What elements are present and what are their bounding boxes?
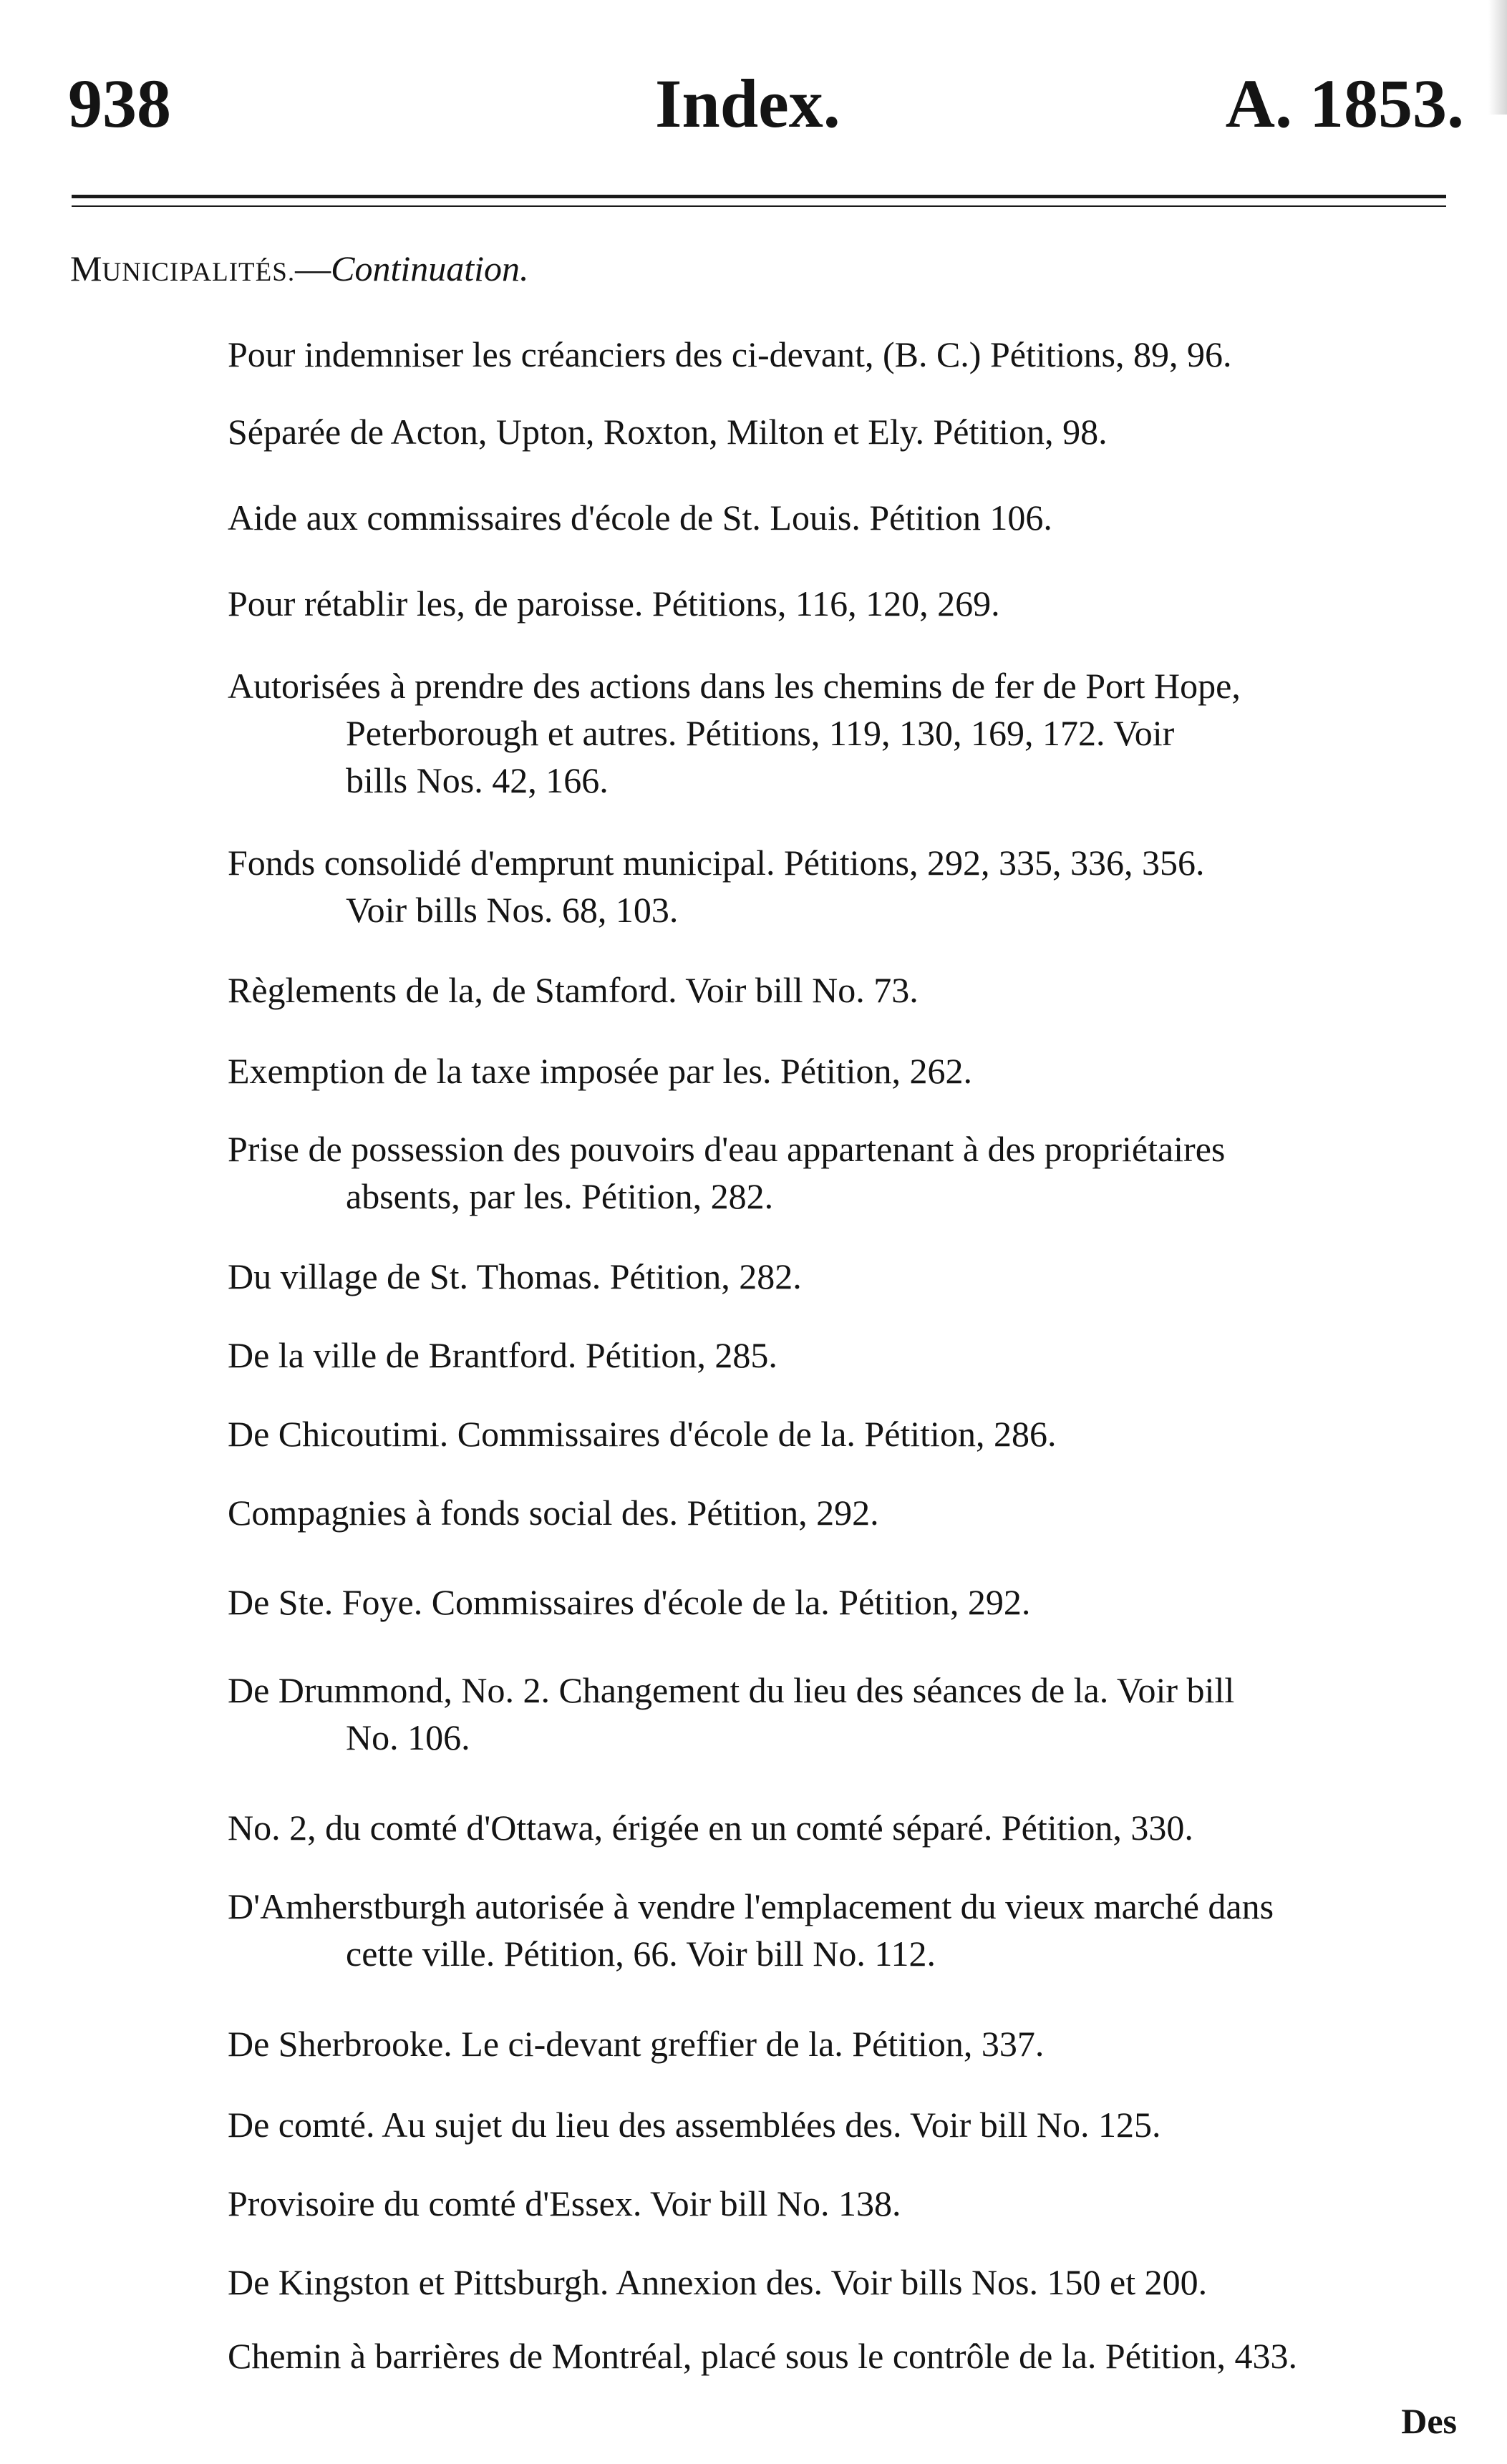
index-entry xyxy=(228,1804,1459,1851)
index-entry xyxy=(228,1667,1459,1761)
entry-line: Du village de St. Thomas. Pétition, 282. xyxy=(228,1256,802,1296)
index-entry xyxy=(228,2101,1459,2148)
entry-line: De Sherbrooke. Le ci-devant greffier de la. Pétition, 337. xyxy=(228,2024,1045,2064)
index-entry xyxy=(228,1410,1459,1457)
index-entry xyxy=(228,1578,1459,1626)
entry-line: De comté. Au sujet du lieu des assemblées des. Voir bill No. 125. xyxy=(228,2105,1161,2145)
entry-line: De Chicoutimi. Commissaires d'école de la. Pétition, 286. xyxy=(228,1414,1057,1454)
entry-line: Règlements de la, de Stamford. Voir bill No. 73. xyxy=(228,970,919,1010)
entry-line: Séparée de Acton, Upton, Roxton, Milton et Ely. Pétition, 98. xyxy=(228,412,1108,452)
section-heading xyxy=(70,247,529,294)
entry-line: Pour indemniser les créanciers des ci-devant, (B. C.) Pétitions, 89, 96. xyxy=(228,334,1232,374)
section-dash: — xyxy=(295,248,331,288)
catchword: Des xyxy=(1401,2401,1457,2441)
entry-line: Autorisées à prendre des actions dans les chemins de fer de Port Hope, xyxy=(228,666,1241,706)
section-name: UNICIPALITÉS. xyxy=(102,258,296,287)
entry-line: De Ste. Foye. Commissaires d'école de la. Pétition, 292. xyxy=(228,1582,1031,1622)
page-number: 938 xyxy=(68,65,171,142)
entry-line: Provisoire du comté d'Essex. Voir bill No. 138. xyxy=(228,2183,901,2223)
entry-line: De Kingston et Pittsburgh. Annexion des. Voir bills Nos. 150 et 200. xyxy=(228,2262,1208,2302)
index-entry xyxy=(228,331,1459,378)
index-entry xyxy=(228,2332,1459,2380)
entry-line: Exemption de la taxe imposée par les. Pétition, 262. xyxy=(228,1051,973,1091)
year-label: A. 1853. xyxy=(1225,65,1464,142)
entry-line: Chemin à barrières de Montréal, placé sous le contrôle de la. Pétition, 433. xyxy=(228,2336,1297,2376)
index-entry xyxy=(228,1253,1459,1300)
index-entry xyxy=(228,408,1459,455)
index-entry xyxy=(228,494,1459,541)
section-initial: M xyxy=(70,248,102,288)
entry-line: Pour rétablir les, de paroisse. Pétitions, 116, 120, 269. xyxy=(228,583,1000,624)
entry-line: bills Nos. 42, 166. xyxy=(346,760,609,800)
page-title: Index. xyxy=(655,65,840,142)
entry-line: Peterborough et autres. Pétitions, 119, 130, 169, 172. Voir xyxy=(346,713,1175,753)
header-rule-thin xyxy=(72,205,1446,207)
entry-line: Aide aux commissaires d'école de St. Louis. Pétition 106. xyxy=(228,498,1052,538)
entry-line: No. 2, du comté d'Ottawa, érigée en un comté séparé. Pétition, 330. xyxy=(228,1808,1193,1848)
page-header xyxy=(68,64,1464,143)
index-entry xyxy=(228,1883,1459,1977)
index-entry xyxy=(228,2180,1459,2227)
index-entry xyxy=(228,1047,1459,1095)
page-edge-shadow xyxy=(1488,0,1507,115)
section-continuation: Continuation. xyxy=(331,248,529,288)
entry-line: Voir bills Nos. 68, 103. xyxy=(346,890,679,930)
index-entry xyxy=(228,580,1459,627)
entry-line: Fonds consolidé d'emprunt municipal. Pétitions, 292, 335, 336, 356. xyxy=(228,843,1205,883)
header-rule-thick xyxy=(72,195,1446,198)
index-entry xyxy=(228,662,1459,804)
entry-line: No. 106. xyxy=(346,1717,470,1757)
entry-line: cette ville. Pétition, 66. Voir bill No. 112. xyxy=(346,1934,936,1974)
index-entry xyxy=(228,1489,1459,1536)
entry-line: Prise de possession des pouvoirs d'eau appartenant à des propriétaires xyxy=(228,1129,1226,1169)
index-entry xyxy=(228,2259,1459,2306)
index-entry xyxy=(228,1125,1459,1220)
index-entry xyxy=(228,1332,1459,1379)
entry-line: D'Amherstburgh autorisée à vendre l'emplacement du vieux marché dans xyxy=(228,1886,1274,1926)
entry-line: absents, par les. Pétition, 282. xyxy=(346,1176,774,1216)
index-entry xyxy=(228,966,1459,1014)
entry-line: De la ville de Brantford. Pétition, 285. xyxy=(228,1335,777,1375)
entry-line: Compagnies à fonds social des. Pétition, 292. xyxy=(228,1493,879,1533)
entry-line: De Drummond, No. 2. Changement du lieu des séances de la. Voir bill xyxy=(228,1670,1235,1710)
index-entry xyxy=(228,2020,1459,2067)
index-entry xyxy=(228,839,1459,933)
